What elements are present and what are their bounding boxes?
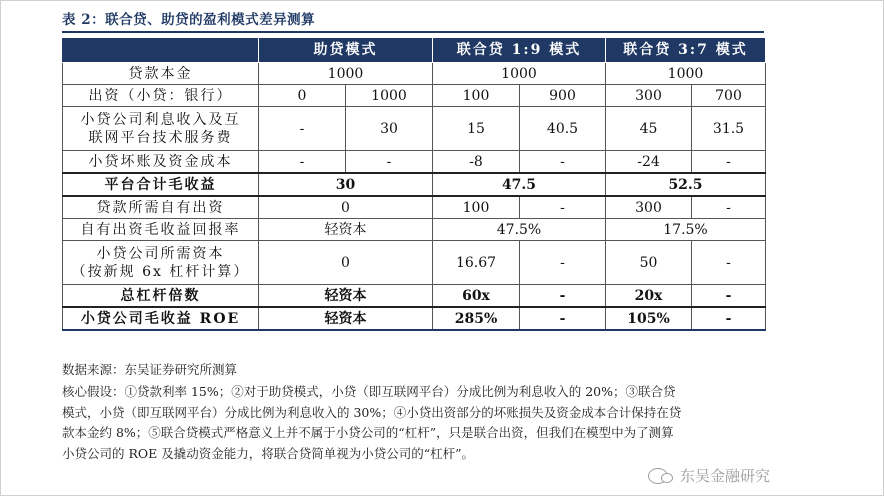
table-cell: 轻资本 [259, 285, 433, 308]
table-cell: 45 [606, 107, 692, 151]
table-row [63, 151, 766, 174]
assumption-line: 模式，小贷（即互联网平台）分成比例为利息收入的 30%；④小贷出资部分的坏账损失及资金成本合计保持在贷 [62, 404, 682, 420]
table-cell: -8 [433, 151, 520, 174]
table-cell: - [692, 151, 766, 174]
table-row [63, 107, 766, 151]
table-cell: 1000 [433, 63, 606, 85]
table-cell: 17.5% [606, 219, 766, 241]
row-label: 总杠杆倍数 [63, 285, 259, 308]
row-label: 小贷坏账及资金成本 [63, 151, 259, 174]
table-cell: - [520, 285, 606, 308]
table-cell: 16.67 [433, 241, 520, 285]
table-title: 表 2：联合贷、助贷的盈利模式差异测算 [62, 12, 316, 28]
row-label-line: 小贷公司利息收入及互 [80, 111, 241, 128]
title-rule [62, 31, 764, 33]
table-cell: 100 [433, 85, 520, 107]
table-cell: 轻资本 [259, 307, 433, 330]
table-cell: 20x [606, 285, 692, 308]
row-label: 出资（小贷：银行） [63, 85, 259, 107]
table-cell: 30 [346, 107, 433, 151]
table-cell: 300 [606, 85, 692, 107]
data-source-note: 数据来源：东吴证券研究所测算 [62, 362, 238, 377]
table-cell: 1000 [346, 85, 433, 107]
table-cell: - [692, 196, 766, 219]
table-cell: 30 [259, 173, 433, 196]
table-cell: 0 [259, 85, 346, 107]
assumption-line: 核心假设：①贷款利率 15%；②对于助贷模式，小贷（即互联网平台）分成比例为利息收入的 20%；③联合贷 [62, 384, 676, 399]
watermark [648, 465, 770, 486]
table-cell: 1000 [259, 63, 433, 85]
table-cell: 52.5 [606, 173, 766, 196]
table-cell: 40.5 [520, 107, 606, 151]
table-row [63, 196, 766, 219]
table-cell: 300 [606, 196, 692, 219]
table-cell: 47.5 [433, 173, 606, 196]
row-label: 贷款所需自有出资 [63, 196, 259, 219]
table-row [63, 307, 766, 330]
row-label-line: 小贷公司所需资本 [96, 245, 225, 262]
row-label [63, 107, 259, 151]
table-cell: - [346, 151, 433, 174]
table-cell: 1000 [606, 63, 766, 85]
table-cell: 50 [606, 241, 692, 285]
table-row [63, 285, 766, 308]
header-corner [63, 38, 259, 63]
header-joint-loan-1-9: 联合贷 1:9 模式 [433, 38, 606, 63]
row-label: 自有出资毛收益回报率 [63, 219, 259, 241]
assumption-line: 款本金约 8%；⑤联合贷模式严格意义上并不属于小贷公司的“杠杆”，只是联合出资，但我们在模型中为了测算 [62, 425, 674, 440]
row-label-line: （按新规 6x 杠杆计算） [71, 263, 250, 280]
table-cell: - [520, 307, 606, 330]
table-cell: 60x [433, 285, 520, 308]
table-cell: - [520, 196, 606, 219]
table-cell: 47.5% [433, 219, 606, 241]
table-cell: 105% [606, 307, 692, 330]
table-cell: 0 [259, 196, 433, 219]
table-cell: 31.5 [692, 107, 766, 151]
row-label: 贷款本金 [63, 63, 259, 85]
assumptions-note [62, 382, 782, 464]
table-row [63, 85, 766, 107]
row-label-line: 联网平台技术服务费 [88, 129, 233, 146]
table-cell: 15 [433, 107, 520, 151]
table-cell: 轻资本 [259, 219, 433, 241]
table-cell: - [259, 151, 346, 174]
table-cell: -24 [606, 151, 692, 174]
table-cell: 900 [520, 85, 606, 107]
table-cell: - [692, 241, 766, 285]
header-assisted-loan: 助贷模式 [259, 38, 433, 63]
watermark-text: 东吴金融研究 [680, 467, 771, 485]
header-joint-loan-3-7: 联合贷 3:7 模式 [606, 38, 766, 63]
table-row [63, 173, 766, 196]
table-row [63, 63, 766, 85]
profit-model-table [62, 37, 766, 331]
wechat-icon [648, 468, 668, 484]
table-row [63, 219, 766, 241]
table-row [63, 241, 766, 285]
row-label: 小贷公司毛收益 ROE [63, 307, 259, 330]
table-cell: - [692, 307, 766, 330]
row-label: 平台合计毛收益 [63, 173, 259, 196]
row-label [63, 241, 259, 285]
table-cell: - [259, 107, 346, 151]
table-cell: - [692, 285, 766, 308]
table-cell: - [520, 241, 606, 285]
assumption-line: 小贷公司的 ROE 及撬动资金能力，将联合贷简单视为小贷公司的“杠杆”。 [62, 445, 475, 461]
header-row [63, 38, 766, 63]
table-cell: 285% [433, 307, 520, 330]
table-cell: 700 [692, 85, 766, 107]
table-cell: - [520, 151, 606, 174]
table-cell: 100 [433, 196, 520, 219]
table-cell: 0 [259, 241, 433, 285]
